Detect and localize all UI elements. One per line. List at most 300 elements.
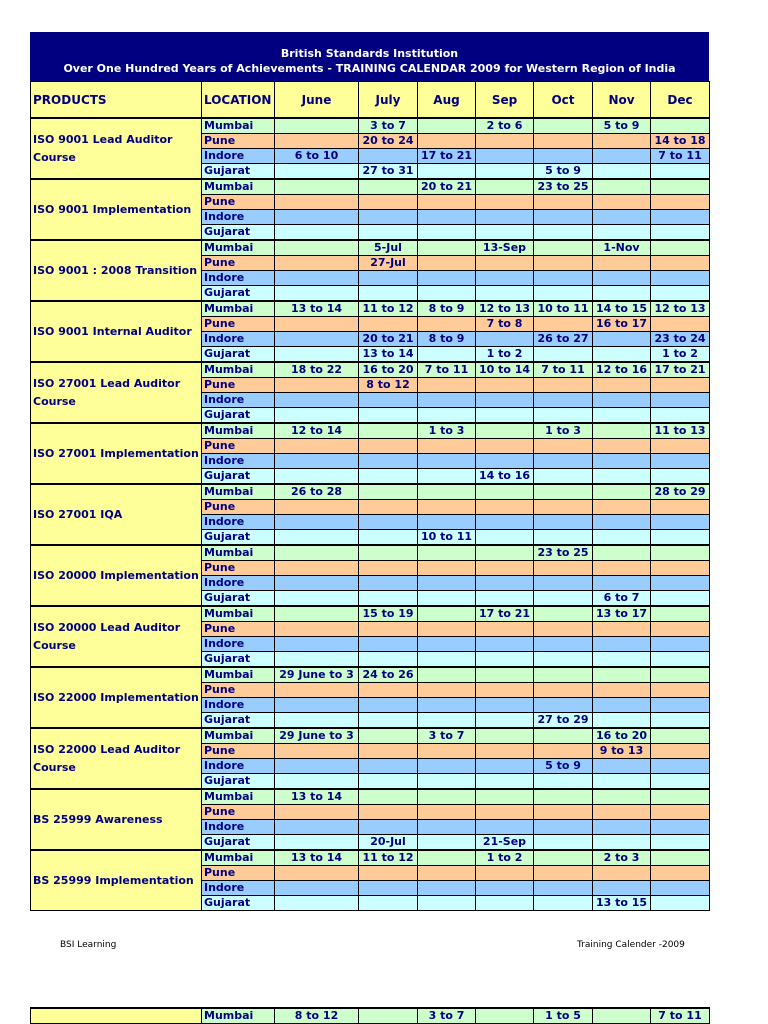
- date-cell: [275, 439, 359, 454]
- location-cell: Gujarat: [202, 530, 275, 546]
- date-cell: 10 to 14: [476, 362, 534, 378]
- date-cell: [275, 576, 359, 591]
- date-cell: 14 to 15: [593, 301, 651, 317]
- date-cell: [275, 286, 359, 302]
- location-cell: Mumbai: [202, 667, 275, 683]
- date-cell: 14 to 16: [476, 469, 534, 485]
- date-cell: [359, 805, 418, 820]
- date-cell: [359, 179, 418, 195]
- date-cell: [593, 561, 651, 576]
- footer-left: BSI Learning: [60, 940, 117, 950]
- date-cell: 13 to 14: [275, 850, 359, 866]
- date-cell: [275, 591, 359, 607]
- date-cell: [275, 652, 359, 668]
- date-cell: [275, 393, 359, 408]
- date-cell: [359, 530, 418, 546]
- date-cell: 16 to 20: [593, 728, 651, 744]
- date-cell: [476, 622, 534, 637]
- date-cell: 8 to 12: [275, 1008, 359, 1024]
- date-cell: [651, 118, 710, 134]
- date-cell: [476, 896, 534, 911]
- date-cell: [534, 393, 593, 408]
- page-header: [30, 32, 709, 81]
- date-cell: [476, 667, 534, 683]
- date-cell: [534, 637, 593, 652]
- date-cell: [651, 454, 710, 469]
- date-cell: [534, 454, 593, 469]
- date-cell: [418, 393, 476, 408]
- date-cell: [651, 622, 710, 637]
- date-cell: [418, 850, 476, 866]
- date-cell: [651, 439, 710, 454]
- product-name: ISO 20000 Implementation: [31, 545, 202, 606]
- date-cell: 17 to 21: [476, 606, 534, 622]
- date-cell: [359, 317, 418, 332]
- location-cell: Pune: [202, 866, 275, 881]
- date-cell: [275, 454, 359, 469]
- date-cell: [418, 683, 476, 698]
- date-cell: [476, 774, 534, 790]
- date-cell: [275, 622, 359, 637]
- date-cell: [651, 744, 710, 759]
- location-cell: Indore: [202, 210, 275, 225]
- date-cell: [593, 408, 651, 424]
- date-cell: [534, 576, 593, 591]
- date-cell: [651, 805, 710, 820]
- location-cell: Indore: [202, 149, 275, 164]
- location-cell: Indore: [202, 698, 275, 713]
- date-cell: [418, 637, 476, 652]
- location-cell: Indore: [202, 271, 275, 286]
- date-cell: [418, 881, 476, 896]
- product-name: ISO 20000 Lead Auditor Course: [31, 606, 202, 667]
- date-cell: [534, 271, 593, 286]
- date-cell: [476, 1008, 534, 1024]
- date-cell: [418, 652, 476, 668]
- date-cell: [275, 347, 359, 363]
- date-cell: [476, 789, 534, 805]
- date-cell: [476, 408, 534, 424]
- date-cell: [651, 774, 710, 790]
- date-cell: 16 to 17: [593, 317, 651, 332]
- date-cell: [275, 820, 359, 835]
- date-cell: [534, 820, 593, 835]
- date-cell: [275, 835, 359, 851]
- date-cell: 5 to 9: [534, 759, 593, 774]
- product-name: ISO 9001 Lead Auditor Course: [31, 118, 202, 179]
- date-cell: [418, 195, 476, 210]
- date-cell: [593, 271, 651, 286]
- date-cell: 3 to 7: [418, 728, 476, 744]
- date-cell: [418, 225, 476, 241]
- date-cell: [418, 454, 476, 469]
- date-cell: [359, 576, 418, 591]
- date-cell: [275, 225, 359, 241]
- date-cell: [651, 835, 710, 851]
- date-cell: [418, 347, 476, 363]
- date-cell: [593, 698, 651, 713]
- date-cell: [418, 576, 476, 591]
- date-cell: 12 to 14: [275, 423, 359, 439]
- date-cell: [593, 378, 651, 393]
- product-name: ISO 9001 Implementation: [31, 179, 202, 240]
- date-cell: [418, 515, 476, 530]
- date-cell: [359, 500, 418, 515]
- date-cell: [275, 759, 359, 774]
- date-cell: [593, 347, 651, 363]
- date-cell: [534, 378, 593, 393]
- date-cell: [275, 805, 359, 820]
- date-cell: [593, 469, 651, 485]
- date-cell: 1 to 3: [418, 423, 476, 439]
- date-cell: [534, 484, 593, 500]
- table-row: [31, 789, 710, 805]
- date-cell: 10 to 11: [534, 301, 593, 317]
- date-cell: [275, 118, 359, 134]
- date-cell: [534, 728, 593, 744]
- date-cell: [275, 240, 359, 256]
- location-cell: Mumbai: [202, 1008, 275, 1024]
- date-cell: [593, 774, 651, 790]
- date-cell: 1 to 2: [476, 347, 534, 363]
- product-name: ISO 27001 Implementation: [31, 423, 202, 484]
- date-cell: 12 to 13: [651, 301, 710, 317]
- date-cell: [534, 881, 593, 896]
- table-row: [31, 728, 710, 744]
- date-cell: [651, 789, 710, 805]
- date-cell: [534, 195, 593, 210]
- date-cell: [534, 561, 593, 576]
- date-cell: [476, 225, 534, 241]
- date-cell: [651, 698, 710, 713]
- date-cell: [359, 820, 418, 835]
- date-cell: [593, 530, 651, 546]
- date-cell: [359, 1008, 418, 1024]
- location-cell: Pune: [202, 805, 275, 820]
- date-cell: [534, 652, 593, 668]
- date-cell: [418, 866, 476, 881]
- date-cell: [651, 576, 710, 591]
- date-cell: [593, 759, 651, 774]
- location-cell: Gujarat: [202, 835, 275, 851]
- date-cell: [651, 164, 710, 180]
- table-row: [31, 667, 710, 683]
- product-name: BS 25999 Implementation: [31, 850, 202, 911]
- date-cell: [359, 622, 418, 637]
- product-name: ISO 22000 Implementation: [31, 667, 202, 728]
- date-cell: [275, 332, 359, 347]
- date-cell: [359, 225, 418, 241]
- date-cell: [275, 881, 359, 896]
- date-cell: [651, 225, 710, 241]
- date-cell: 27-Jul: [359, 256, 418, 271]
- location-cell: Mumbai: [202, 606, 275, 622]
- date-cell: [418, 606, 476, 622]
- location-cell: Indore: [202, 576, 275, 591]
- date-cell: [418, 789, 476, 805]
- table-row: [31, 118, 710, 134]
- date-cell: [651, 530, 710, 546]
- date-cell: [534, 530, 593, 546]
- date-cell: 26 to 27: [534, 332, 593, 347]
- date-cell: [359, 484, 418, 500]
- date-cell: [593, 622, 651, 637]
- date-cell: [651, 606, 710, 622]
- date-cell: [593, 439, 651, 454]
- date-cell: 11 to 13: [651, 423, 710, 439]
- date-cell: [651, 652, 710, 668]
- date-cell: [651, 637, 710, 652]
- date-cell: [476, 179, 534, 195]
- date-cell: [651, 759, 710, 774]
- date-cell: [651, 378, 710, 393]
- date-cell: [476, 515, 534, 530]
- date-cell: 1 to 2: [651, 347, 710, 363]
- date-cell: 5 to 9: [593, 118, 651, 134]
- date-cell: [476, 454, 534, 469]
- date-cell: [418, 408, 476, 424]
- date-cell: [275, 896, 359, 911]
- location-cell: Pune: [202, 195, 275, 210]
- date-cell: 3 to 7: [418, 1008, 476, 1024]
- column-header-products: PRODUCTS: [31, 82, 202, 119]
- date-cell: 8 to 12: [359, 378, 418, 393]
- table-row: [31, 179, 710, 195]
- date-cell: [418, 667, 476, 683]
- table-row: [31, 423, 710, 439]
- date-cell: [651, 591, 710, 607]
- location-cell: Indore: [202, 759, 275, 774]
- date-cell: [534, 866, 593, 881]
- location-cell: Mumbai: [202, 118, 275, 134]
- date-cell: [418, 835, 476, 851]
- header-title: British Standards Institution: [280, 47, 459, 60]
- location-cell: Indore: [202, 820, 275, 835]
- date-cell: [275, 744, 359, 759]
- date-cell: [418, 286, 476, 302]
- date-cell: 27 to 31: [359, 164, 418, 180]
- date-cell: 17 to 21: [651, 362, 710, 378]
- date-cell: [593, 164, 651, 180]
- date-cell: [651, 271, 710, 286]
- date-cell: [593, 210, 651, 225]
- column-header-aug: Aug: [418, 82, 476, 119]
- date-cell: [418, 820, 476, 835]
- date-cell: [651, 195, 710, 210]
- date-cell: [534, 896, 593, 911]
- column-header-oct: Oct: [534, 82, 593, 119]
- date-cell: 5-Jul: [359, 240, 418, 256]
- date-cell: [359, 881, 418, 896]
- date-cell: [651, 820, 710, 835]
- date-cell: [534, 317, 593, 332]
- date-cell: [275, 866, 359, 881]
- date-cell: 24 to 26: [359, 667, 418, 683]
- date-cell: [534, 622, 593, 637]
- date-cell: 18 to 22: [275, 362, 359, 378]
- date-cell: [651, 256, 710, 271]
- date-cell: [534, 500, 593, 515]
- date-cell: [651, 850, 710, 866]
- date-cell: 13 to 14: [275, 301, 359, 317]
- date-cell: [275, 134, 359, 149]
- date-cell: [593, 515, 651, 530]
- date-cell: [593, 500, 651, 515]
- table-row: [31, 850, 710, 866]
- date-cell: [275, 545, 359, 561]
- column-header-sep: Sep: [476, 82, 534, 119]
- date-cell: [418, 500, 476, 515]
- product-name: [31, 1008, 202, 1024]
- date-cell: [418, 118, 476, 134]
- date-cell: [418, 744, 476, 759]
- date-cell: [534, 408, 593, 424]
- date-cell: [359, 698, 418, 713]
- date-cell: [359, 271, 418, 286]
- product-name: ISO 9001 Internal Auditor: [31, 301, 202, 362]
- date-cell: [476, 652, 534, 668]
- date-cell: [476, 530, 534, 546]
- column-header-july: July: [359, 82, 418, 119]
- location-cell: Pune: [202, 134, 275, 149]
- date-cell: 12 to 13: [476, 301, 534, 317]
- date-cell: [476, 591, 534, 607]
- date-cell: 2 to 3: [593, 850, 651, 866]
- date-cell: [651, 728, 710, 744]
- table-row: [31, 362, 710, 378]
- date-cell: [476, 439, 534, 454]
- date-cell: [593, 866, 651, 881]
- date-cell: [651, 896, 710, 911]
- date-cell: [476, 881, 534, 896]
- date-cell: [651, 317, 710, 332]
- date-cell: [275, 698, 359, 713]
- date-cell: [275, 179, 359, 195]
- date-cell: [593, 667, 651, 683]
- date-cell: [476, 210, 534, 225]
- date-cell: 20 to 21: [359, 332, 418, 347]
- date-cell: [593, 134, 651, 149]
- column-header-dec: Dec: [651, 82, 710, 119]
- date-cell: [534, 439, 593, 454]
- location-cell: Pune: [202, 500, 275, 515]
- location-cell: Pune: [202, 439, 275, 454]
- date-cell: [418, 317, 476, 332]
- location-cell: Gujarat: [202, 591, 275, 607]
- date-cell: [275, 408, 359, 424]
- location-cell: Pune: [202, 683, 275, 698]
- date-cell: [418, 164, 476, 180]
- date-cell: [418, 469, 476, 485]
- date-cell: [534, 347, 593, 363]
- column-header-nov: Nov: [593, 82, 651, 119]
- date-cell: 29 June to 3: [275, 728, 359, 744]
- date-cell: [534, 789, 593, 805]
- location-cell: Indore: [202, 881, 275, 896]
- date-cell: 23 to 25: [534, 545, 593, 561]
- date-cell: [534, 240, 593, 256]
- date-cell: [275, 713, 359, 729]
- date-cell: [534, 134, 593, 149]
- date-cell: 7 to 8: [476, 317, 534, 332]
- date-cell: 8 to 9: [418, 332, 476, 347]
- location-cell: Gujarat: [202, 164, 275, 180]
- date-cell: [651, 866, 710, 881]
- table-row: [31, 606, 710, 622]
- location-cell: Gujarat: [202, 408, 275, 424]
- date-cell: [534, 805, 593, 820]
- location-cell: Gujarat: [202, 774, 275, 790]
- product-name: ISO 27001 IQA: [31, 484, 202, 545]
- location-cell: Gujarat: [202, 347, 275, 363]
- date-cell: 6 to 10: [275, 149, 359, 164]
- date-cell: [534, 286, 593, 302]
- date-cell: [534, 835, 593, 851]
- date-cell: [534, 667, 593, 683]
- date-cell: [593, 576, 651, 591]
- date-cell: 11 to 12: [359, 301, 418, 317]
- location-cell: Pune: [202, 317, 275, 332]
- date-cell: [476, 805, 534, 820]
- location-cell: Mumbai: [202, 850, 275, 866]
- date-cell: [593, 484, 651, 500]
- date-cell: [418, 591, 476, 607]
- date-cell: [651, 393, 710, 408]
- date-cell: [593, 256, 651, 271]
- date-cell: [359, 728, 418, 744]
- date-cell: [651, 667, 710, 683]
- date-cell: [359, 210, 418, 225]
- training-calendar-table: [30, 81, 710, 911]
- date-cell: [534, 850, 593, 866]
- date-cell: [593, 652, 651, 668]
- date-cell: [476, 149, 534, 164]
- date-cell: [651, 713, 710, 729]
- date-cell: 15 to 19: [359, 606, 418, 622]
- location-cell: Mumbai: [202, 362, 275, 378]
- date-cell: [476, 195, 534, 210]
- date-cell: [593, 195, 651, 210]
- date-cell: [359, 454, 418, 469]
- table-row: [31, 240, 710, 256]
- date-cell: [476, 698, 534, 713]
- date-cell: [593, 683, 651, 698]
- date-cell: 1 to 5: [534, 1008, 593, 1024]
- date-cell: [651, 240, 710, 256]
- date-cell: [359, 652, 418, 668]
- date-cell: [534, 591, 593, 607]
- date-cell: [275, 164, 359, 180]
- date-cell: [359, 637, 418, 652]
- date-cell: [476, 500, 534, 515]
- date-cell: [275, 683, 359, 698]
- header-subtitle: Over One Hundred Years of Achievements - TRAINING CALENDAR 2009 for Western Region of India: [63, 62, 676, 75]
- date-cell: [359, 759, 418, 774]
- date-cell: [651, 683, 710, 698]
- date-cell: [418, 271, 476, 286]
- date-cell: 13 to 14: [359, 347, 418, 363]
- table-row: [31, 301, 710, 317]
- location-cell: Pune: [202, 744, 275, 759]
- table-row: [31, 484, 710, 500]
- date-cell: [534, 210, 593, 225]
- date-cell: [534, 683, 593, 698]
- date-cell: 8 to 9: [418, 301, 476, 317]
- date-cell: [476, 820, 534, 835]
- date-cell: [275, 637, 359, 652]
- column-header-june: June: [275, 82, 359, 119]
- location-cell: Pune: [202, 378, 275, 393]
